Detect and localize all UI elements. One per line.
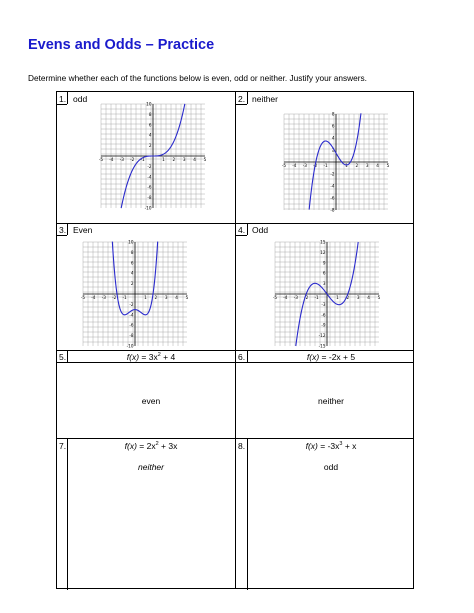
row-divider [57,350,413,351]
y-tick-label: 10 [146,101,152,107]
problem-answer: Even [73,225,93,235]
function-expression: $f(x) = 2x^2 + 3x$ [124,441,178,451]
x-tick-label: -5 [272,295,278,300]
x-tick-label: -1 [140,157,145,162]
page-title: Evens and Odds – Practice [28,37,215,53]
problem-answer: Odd [252,225,269,235]
problem-answer: neither [138,462,164,472]
problem-number: 7. [59,441,67,451]
y-tick-label: -9 [321,322,326,328]
y-tick-label: -4 [129,312,134,318]
graph-1 [98,101,207,211]
num-underline [57,104,67,105]
x-tick-label: -1 [122,295,127,300]
function-expression: f(x) = -2x + 5 [306,352,356,362]
x-tick-label: 2 [154,295,158,300]
instructions: Determine whether each of the functions below is even, odd or neither. Justify your answers. [28,73,367,83]
y-tick-label: 9 [322,260,326,266]
x-tick-label: -4 [109,157,114,162]
function-curve [309,113,361,209]
y-tick-label: -2 [147,163,152,169]
x-tick-label: -3 [119,157,124,162]
problem-answer: odd [73,94,88,104]
num-underline [235,104,247,105]
y-tick-label: 6 [322,270,326,276]
num-divider [247,223,248,235]
x-tick-label: 2 [172,157,176,162]
x-tick-label: -4 [292,163,297,168]
x-tick-label: -2 [130,157,135,162]
y-tick-label: -12 [318,333,326,339]
x-tick-label: 3 [356,295,360,300]
x-tick-label: -1 [314,295,319,300]
problem-number: 3. [59,225,67,235]
x-tick-label: 4 [367,295,370,300]
y-tick-label: 8 [331,111,335,117]
y-tick-label: 6 [331,123,335,129]
num-underline [235,235,247,236]
x-tick-label: 1 [144,295,147,300]
num-divider [67,223,68,235]
y-tick-label: 12 [320,249,326,255]
graph-svg [281,111,390,213]
row-divider [57,438,413,439]
x-tick-label: 2 [355,163,359,168]
y-tick-label: -2 [129,301,134,307]
y-tick-label: -6 [129,322,134,328]
y-tick-label: 6 [130,260,134,266]
num-underline [57,235,67,236]
y-tick-label: 4 [130,270,134,276]
problem-number: 6. [238,352,246,362]
x-tick-label: 5 [377,295,381,300]
y-tick-label: -3 [321,301,326,307]
graph-4 [272,239,381,349]
graph-svg [98,101,207,211]
y-tick-label: 15 [320,239,326,245]
y-tick-label: 2 [130,281,134,287]
x-tick-label: 4 [175,295,178,300]
y-tick-label: -8 [147,195,152,201]
x-tick-label: -2 [313,163,318,168]
graph-3 [80,239,189,349]
x-tick-label: 3 [164,295,168,300]
y-tick-label: -15 [318,343,326,349]
y-tick-label: 2 [148,143,152,149]
num-divider [67,438,68,590]
y-tick-label: -8 [129,333,134,339]
y-tick-label: -6 [321,312,326,318]
num-divider [247,438,248,590]
problem-number: 2. [238,94,246,104]
y-tick-label: -2 [330,171,335,177]
function-expression: $f(x) = 3x^2 + 4$ [126,352,176,362]
x-tick-label: -5 [98,157,104,162]
problem-number: 4. [238,225,246,235]
x-tick-label: 1 [345,163,348,168]
y-tick-label: -6 [147,184,152,190]
function-expression: $f(x) = -3x^3 + x$ [305,441,357,451]
num-divider [247,92,248,104]
x-tick-label: -5 [80,295,86,300]
problem-answer: neither [252,94,278,104]
column-divider [235,92,236,588]
y-tick-label: 10 [128,239,134,245]
x-tick-label: -2 [304,295,309,300]
worksheet-table [56,91,414,589]
problem-answer: neither [318,396,344,406]
x-tick-label: 1 [336,295,339,300]
problem-number: 5. [59,352,67,362]
row-divider [57,223,413,224]
x-tick-label: -4 [91,295,96,300]
num-divider [67,92,68,104]
x-tick-label: 1 [162,157,165,162]
x-tick-label: 3 [182,157,186,162]
y-tick-label: 4 [148,132,152,138]
y-tick-label: -4 [147,174,152,180]
x-tick-label: 4 [376,163,379,168]
problem-answer: even [141,396,161,406]
x-tick-label: -1 [323,163,328,168]
y-tick-label: -6 [330,195,335,201]
y-tick-label: -10 [144,205,152,211]
y-tick-label: 2 [331,147,335,153]
graph-svg [80,239,189,349]
y-tick-label: 8 [148,111,152,117]
row-divider [57,362,413,363]
x-tick-label: -4 [283,295,288,300]
x-tick-label: -3 [302,163,307,168]
y-tick-label: -8 [330,207,335,213]
y-tick-label: 3 [322,281,326,287]
x-tick-label: 5 [386,163,390,168]
problem-number: 8. [238,441,246,451]
x-tick-label: 5 [185,295,189,300]
x-tick-label: 4 [193,157,196,162]
problem-answer: odd [323,462,339,472]
y-tick-label: 4 [331,135,335,141]
x-tick-label: -3 [293,295,298,300]
x-tick-label: 2 [346,295,350,300]
graph-2 [281,111,390,213]
y-tick-label: -10 [126,343,134,349]
x-tick-label: -2 [112,295,117,300]
y-tick-label: -4 [330,183,335,189]
x-tick-label: -5 [281,163,287,168]
problem-number: 1. [59,94,67,104]
y-tick-label: 6 [148,122,152,128]
x-tick-label: -3 [101,295,106,300]
x-tick-label: 3 [365,163,369,168]
graph-svg [272,239,381,349]
x-tick-label: 5 [203,157,207,162]
y-tick-label: 8 [130,249,134,255]
